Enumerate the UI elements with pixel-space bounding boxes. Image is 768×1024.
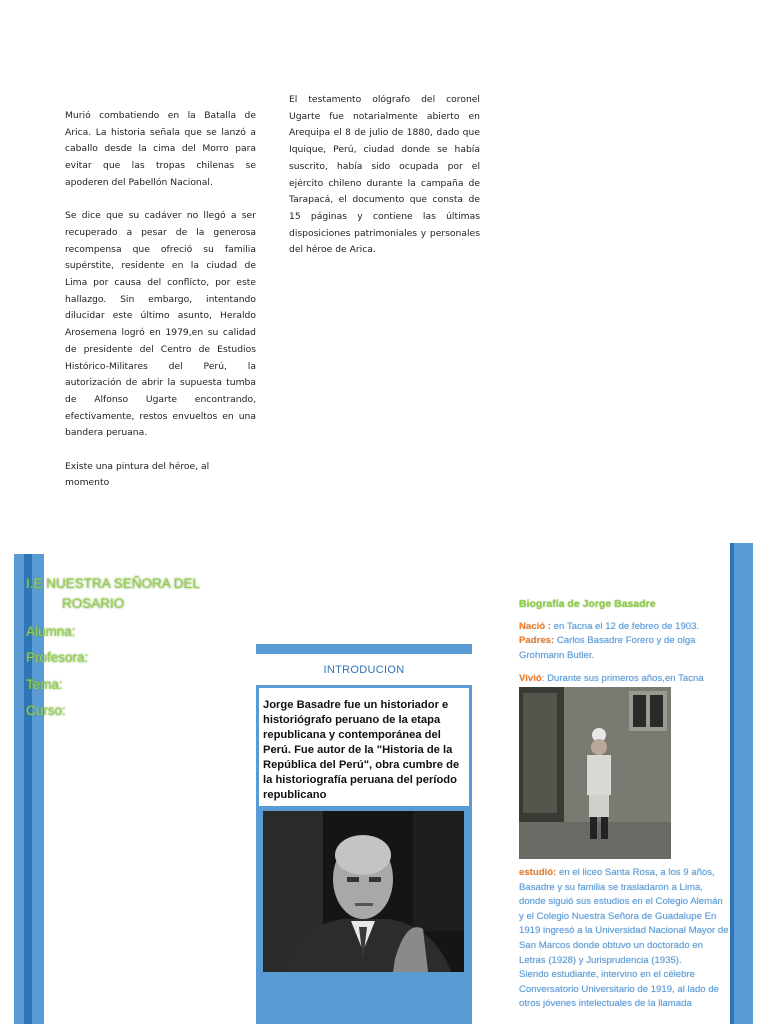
paragraph: Se dice que su cadáver no llegó a ser recuperado a pesar de la generosa recompensa que ofreció su familia supérstite, residente en la ciudad de Lima por causa del conflicto, por este hallazgo. Sin embargo, intentando dilucidar este último asunto, Heraldo Arosemena logró en 1979,en su calidad de presidente del Centro de Estudios Histórico-Militares del Perú, la autorización de abrir la supuesta tumba de Alfonso Ugarte encontrando, efectivamente, restos envueltos en una bandera peruana.: [65, 210, 256, 439]
brochure-page: [0, 540, 768, 1024]
text-column-right: [289, 92, 480, 276]
intro-text: Jorge Basadre fue un historiador e historiógrafo peruano de la etapa republicana y contemporánea del Perú. Fue autor de la "Historia de la República del Perú", obra cumbre de la historiografía peruana del período republicano: [263, 699, 460, 801]
right-blue-bar: [732, 543, 753, 1024]
bio-estudio: [519, 866, 729, 1012]
bio-padres: [519, 634, 729, 663]
padres-text: Carlos Basadre Forero y de olga Grohmann Butler.: [519, 635, 696, 661]
curso-label: Curso:: [26, 703, 66, 718]
nacio-text: en Tacna el 12 de febreo de 1903.: [551, 621, 700, 632]
vivio-label: Vivió: [519, 673, 542, 684]
nacio-label: Nació :: [519, 621, 551, 632]
bio-vivio: [519, 672, 729, 687]
profesora-label: Profesora:: [26, 650, 89, 665]
text-column-left: [65, 108, 256, 509]
alumna-label: Alumna:: [26, 624, 76, 639]
bio-nacio: [519, 620, 729, 635]
vivio-text: : Durante sus primeros años,en Tacna: [541, 673, 704, 684]
school-name-line2: ROSARIO: [62, 596, 125, 611]
estudio-text: en el liceo Santa Rosa, a los 9 años, Basadre y su familia se trasladaron a Lima, donde siguió sus estudios en el Colegio Alemán y el Colegio Nuestra Señora de Guadalupe En 1919 ingresó a la Universidad Nacional Mayor de San Marcos donde obtuvo un doctorado en Letras (1928) y Jurisprudencia (1935).: [519, 867, 729, 966]
padres-label: Padres:: [519, 635, 555, 646]
basadre-portrait-photo: [263, 811, 464, 972]
intro-title: INTRODUCION: [323, 664, 405, 676]
right-dark-stripe: [730, 543, 734, 1024]
paragraph: Murió combatiendo en la Batalla de Arica. La historia señala que se lanzó a caballo desde la cima del Morro para evitar que las tropas chilenas se apoderen del Pabellón Nacional.: [65, 110, 256, 188]
child-photo: [519, 687, 671, 859]
estudio-text-2: Siendo estudiante, intervino en el célebre Conversatorio Universitario de 1919, al lado de otros jóvenes intelectuales de la llamada: [519, 969, 719, 1010]
school-name-line1: I.E NUESTRA SEÑORA DEL: [26, 576, 201, 591]
paragraph: El testamento ológrafo del coronel Ugarte fue notarialmente abierto en Arequipa el 8 de julio de 1880, dado que Iquique, Perú, ciudad donde se había suscrito, había sido ocupada por el ejército chileno durante la campaña de Tarapacá, el documento que consta de 15 páginas y contiene las últimas disposiciones patrimoniales y personales del héroe de Arica.: [289, 94, 480, 256]
intro-header-bar: [256, 644, 472, 654]
tema-label: Tema:: [26, 677, 63, 692]
bio-title: Biografía de Jorge Basadre: [519, 598, 656, 610]
paragraph: Existe una pintura del héroe, al momento: [65, 460, 210, 489]
estudio-label: estudió:: [519, 867, 557, 878]
